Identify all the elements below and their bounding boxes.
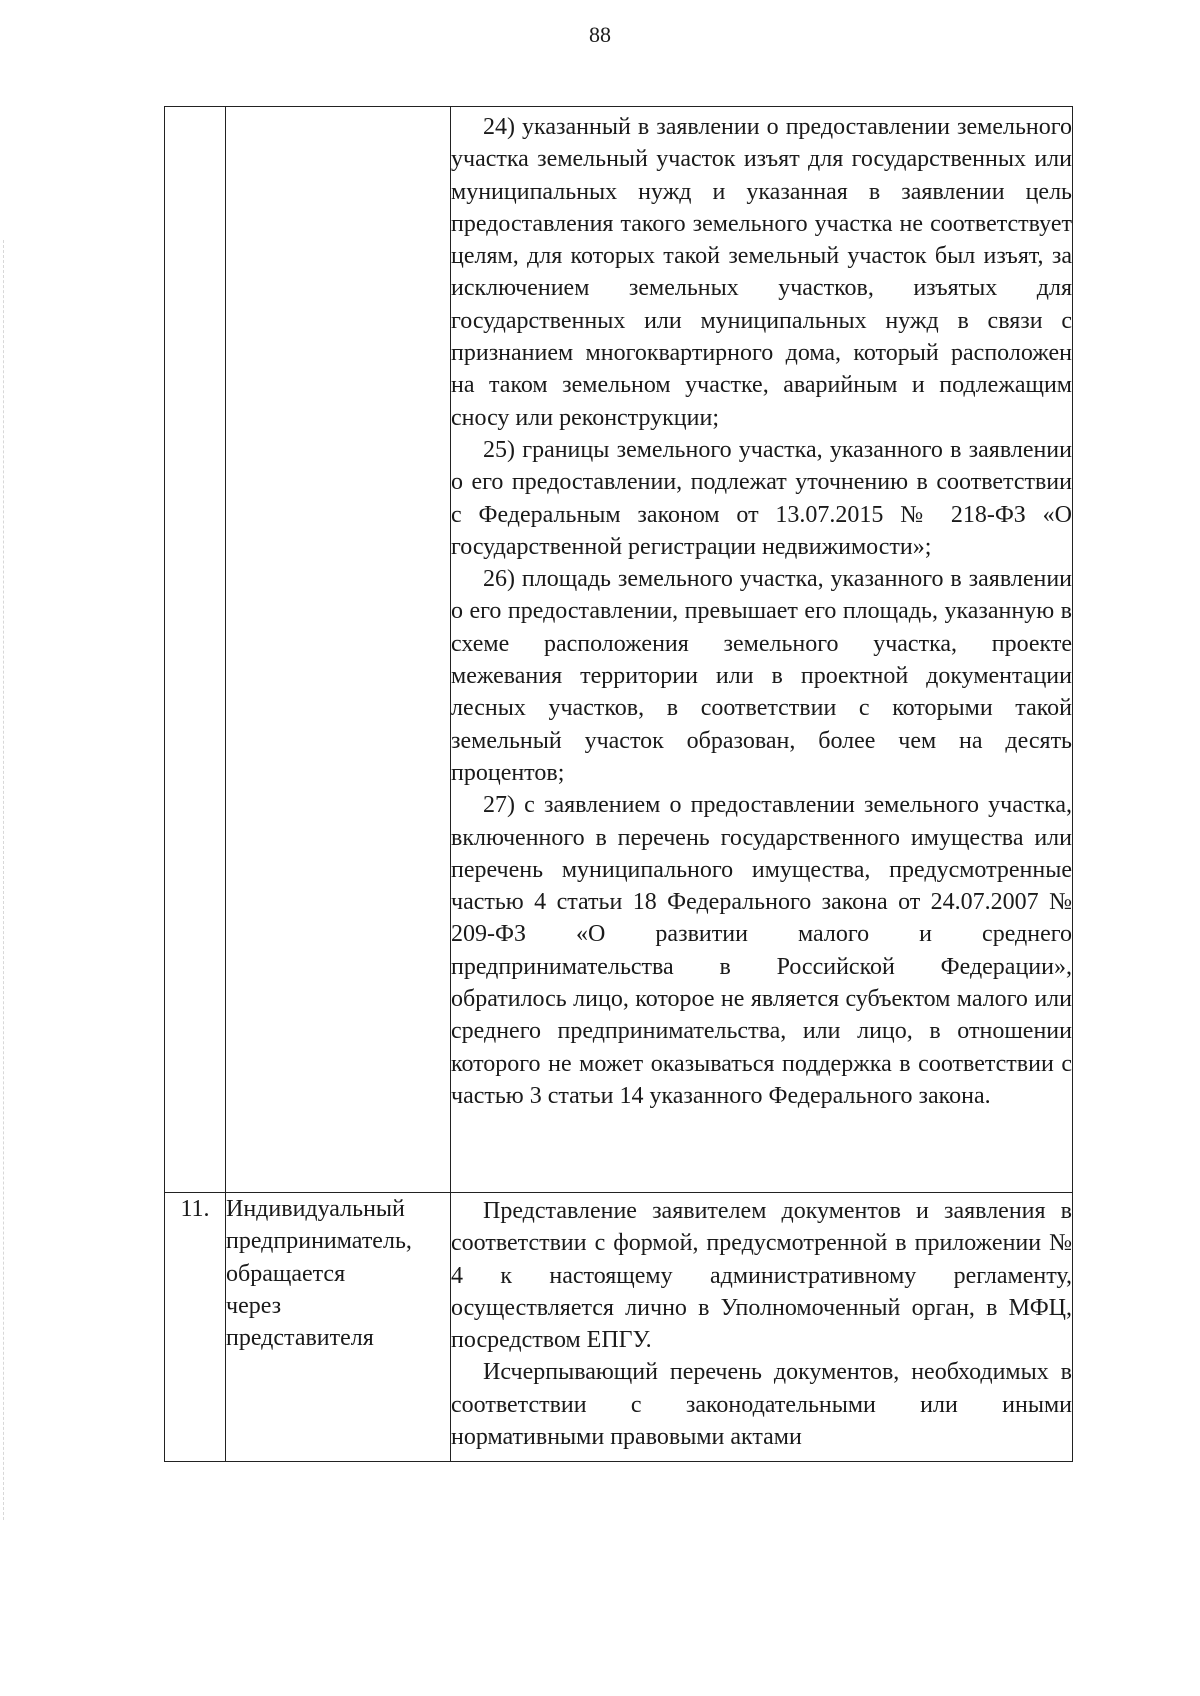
table-row-11	[165, 1193, 1073, 1462]
description-cell	[451, 1193, 1073, 1462]
item-26-paragraph: 26) площадь земельного участка, указанного в заявлении о его предоставлении, превышает его площадь, указанную в схеме расположения земельного участка, проекте межевания территории или в проектной документации лесных участков, в соответствии с которыми такой земельный участок образован, более чем на десять процентов;	[451, 566, 1072, 786]
applicant-cell	[226, 1193, 451, 1462]
row-number-cell: 11.	[165, 1193, 226, 1462]
applicant-line: предприниматель,	[226, 1228, 412, 1255]
applicant-cell	[226, 107, 451, 1193]
item-24-paragraph: 24) указанный в заявлении о предоставлении земельного участка земельный участок изъят для государственных или муниципальных нужд и указанная в заявлении цель предоставления такого земельного участка не соответствует целям, для которых такой земельный участок был изъят, за исключением земельных участков, изъятых для государственных или муниципальных нужд в связи с признанием многоквартирного дома, который расположен на таком земельном участке, аварийным и подлежащим сносу или реконструкции;	[451, 114, 1072, 431]
applicant-line: Индивидуальный	[226, 1196, 405, 1222]
regulation-table	[164, 106, 1073, 1462]
documents-list-paragraph: Исчерпывающий перечень документов, необходимых в соответствии с законодательными или иными нормативными правовыми актами	[451, 1359, 1072, 1451]
table-row-continued	[165, 107, 1073, 1193]
description-cell	[451, 107, 1073, 1193]
item-25-paragraph: 25) границы земельного участка, указанного в заявлении о его предоставлении, подлежат уточнению в соответствии с Федеральным законом от 13.07.2015 № 218-ФЗ «О государственной регистрации недвижимости»;	[451, 436, 1072, 560]
submission-paragraph: Представление заявителем документов и заявления в соответствии с формой, предусмотренной в приложении № 4 к настоящему административному регламенту, осуществляется лично в Уполномоченный орган, в МФЦ, посредством ЕПГУ.	[451, 1198, 1072, 1354]
scan-edge-mark	[3, 240, 5, 1520]
applicant-line: обращается	[226, 1260, 346, 1287]
applicant-line: представителя	[226, 1325, 374, 1352]
applicant-line: через	[226, 1292, 282, 1319]
page-number: 88	[589, 22, 611, 47]
item-27-paragraph: 27) с заявлением о предоставлении земельного участка, включенного в перечень государственного имущества или перечень муниципального имущества, предусмотренные частью 4 статьи 18 Федерального закона от 24.07.2007 № 209-ФЗ «О развитии малого и среднего предпринимательства в Российской Федерации», обратилось лицо, которое не является субъектом малого или среднего предпринимательства, или лицо, в отношении которого не может оказываться поддержка в соответствии с частью 3 статьи 14 указанного Федерального закона.	[451, 792, 1072, 1109]
row-number-cell	[165, 107, 226, 1193]
